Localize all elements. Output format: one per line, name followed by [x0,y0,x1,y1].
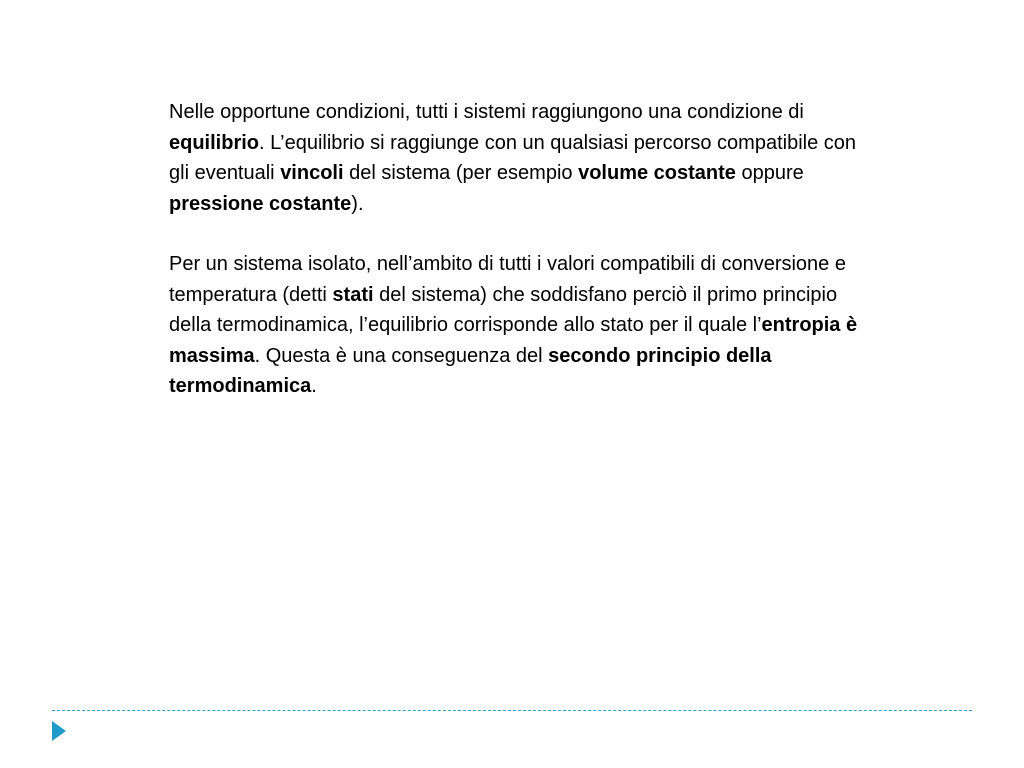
text-run: oppure [735,162,804,184]
text-run: . [311,375,317,397]
bold-term-secondo-principio: secondo principio della termodinamica [169,344,772,397]
triangle-right-icon [52,721,66,741]
text-run: Nelle opportune condizioni, tutti i sistemi raggiungono una condizione di [169,101,804,123]
text-run: . L’equilibrio si raggiunge con un qualsiasi percorso compatibile con gli eventuali [169,131,857,184]
bold-term-stati: stati [332,283,374,306]
text-run: del sistema (per esempio [343,162,579,184]
bold-term-vincoli: vincoli [280,162,344,184]
bold-term-volume-costante: volume costante [578,162,736,184]
text-run: Per un sistema isolato, nell’ambito di tutti i valori compatibili di conversione e temperatura (detti [169,253,846,306]
text-run: ). [351,192,364,215]
paragraph-equilibrium [169,97,869,219]
bold-term-equilibrio: equilibrio [169,131,259,154]
text-run: . Questa è una conseguenza del [254,344,549,367]
paragraph-isolated-system [169,249,869,402]
slide-body [169,97,869,402]
bold-term-pressione-costante: pressione costante [169,192,352,215]
text-run: del sistema) che soddisfano perciò il primo principio della termodinamica, l’equilibrio corrisponde allo stato per il quale l’ [169,283,838,336]
footer-dashed-divider [52,710,972,711]
bold-term-entropia-massima: entropia è massima [169,314,858,367]
